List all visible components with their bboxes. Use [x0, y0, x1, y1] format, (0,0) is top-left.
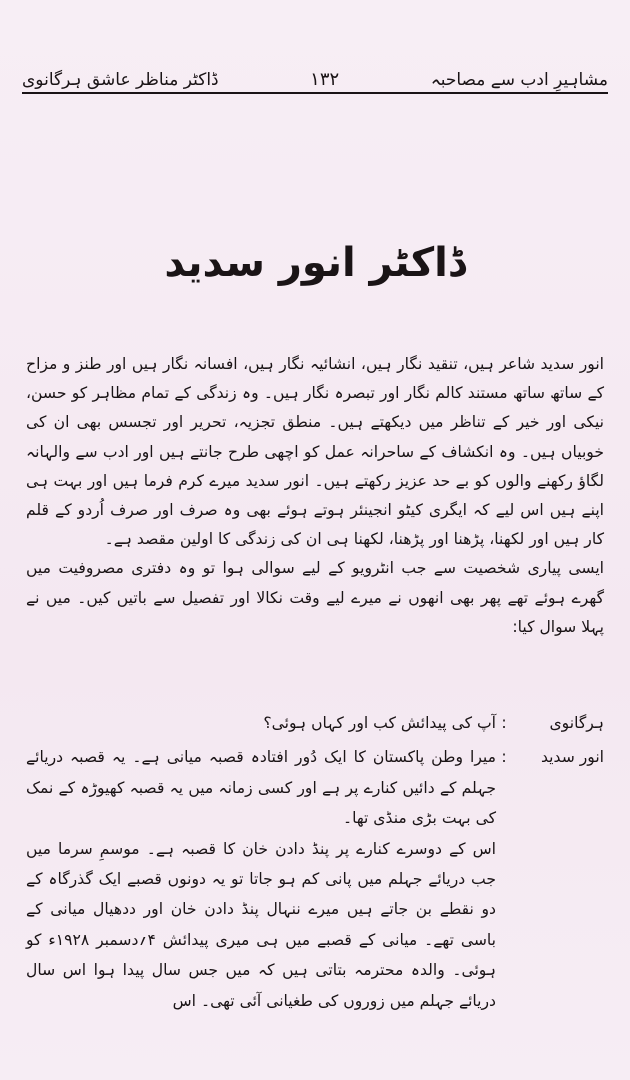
speaker-colon: :: [501, 748, 507, 767]
question-row: [26, 708, 604, 738]
chapter-title: ڈاکٹر انور سدید: [164, 240, 466, 286]
answer-text: میرا وطن پاکستان کا ایک دُور افتادہ قصبہ میانی ہے۔ یہ قصبہ دریائے جہلم کے دائیں کنارے پر ہے اور کسی زمانہ میں یہ قصبہ کھیوڑہ کے نمک کی بہت بڑی منڈی تھا۔: [26, 748, 496, 828]
running-header: [22, 56, 608, 90]
answer-row: [26, 742, 604, 833]
answer-continuation: اس کے دوسرے کنارے پر پنڈ دادن خان کا قصبہ ہے۔ موسمِ سرما میں جب دریائے جہلم میں پانی کم ہو جاتا تو یہ دونوں قصبے ایک گذرگاہ کے دو نقطے بن جاتے ہیں میرے ننہال پنڈ دادن خان اور ددھیال میانی کے باسی تھے۔ میانی کے قصبے میں ہی میری پیدائش ۴؍دسمبر ۱۹۲۸ء کو ہوئی۔ والدہ محترمہ بتاتی ہیں کہ میں جس سال پیدا ہوا اس سال دریائے جہلم میں زوروں کی طغیانی آئی تھی۔ اس: [26, 839, 496, 1010]
question-text: آپ کی پیدائش کب اور کہاں ہوئی؟: [263, 714, 496, 732]
header-book-title: مشاہیرِ ادب سے مصاحبہ: [430, 70, 608, 90]
speaker-colon: :: [501, 714, 507, 732]
question-speaker: ہرگانوی: [549, 714, 604, 732]
header-rule: [22, 92, 608, 94]
header-author: ڈاکٹر مناظر عاشق ہرگانوی: [22, 70, 219, 90]
page-number: ۱۳۲: [310, 69, 340, 90]
answer-speaker: انور سدید: [541, 748, 604, 767]
interview: [26, 708, 604, 1016]
intro-paragraph: انور سدید شاعر ہیں، تنقید نگار ہیں، انشائیہ نگار ہیں، افسانہ نگار ہیں اور طنز و مزاح کے ساتھ ساتھ مستند کالم نگار اور تبصرہ نگار ہیں۔ وہ زندگی کے تمام مظاہر کو حسن، نیکی اور خیر کے تناظر میں دیکھتے ہیں۔ منطق تجزیہ، تحریر اور تجسس بھی ان کی خوبیاں ہیں۔ وہ انکشاف کے ساحرانہ عمل کو اچھی طرح جانتے ہیں اور ادب سے والہانہ لگاؤ رکھنے والوں کو بے حد عزیز رکھتے ہیں۔ انور سدید میرے کرم فرما ہیں اور بہت ہی اپنے ہیں اس لیے کہ ایگری کیٹو انجینئر ہوتے ہوئے بھی وہ صرف اور صرف اُردو کے قلم کار ہیں اور لکھنا، پڑھنا اور پڑھنا، لکھنا ہی ان کی زندگی کا اولین مقصد ہے۔: [26, 355, 604, 549]
intro-text: [26, 350, 604, 642]
intro-paragraph: ایسی پیاری شخصیت سے جب انٹرویو کے لیے سوالی ہوا تو وہ دفتری مصروفیت میں گھرے ہوئے تھے پھر بھی انھوں نے میرے لیے وقت نکالا اور تفصیل سے باتیں کیں۔ میں نے پہلا سوال کیا:: [26, 559, 604, 636]
